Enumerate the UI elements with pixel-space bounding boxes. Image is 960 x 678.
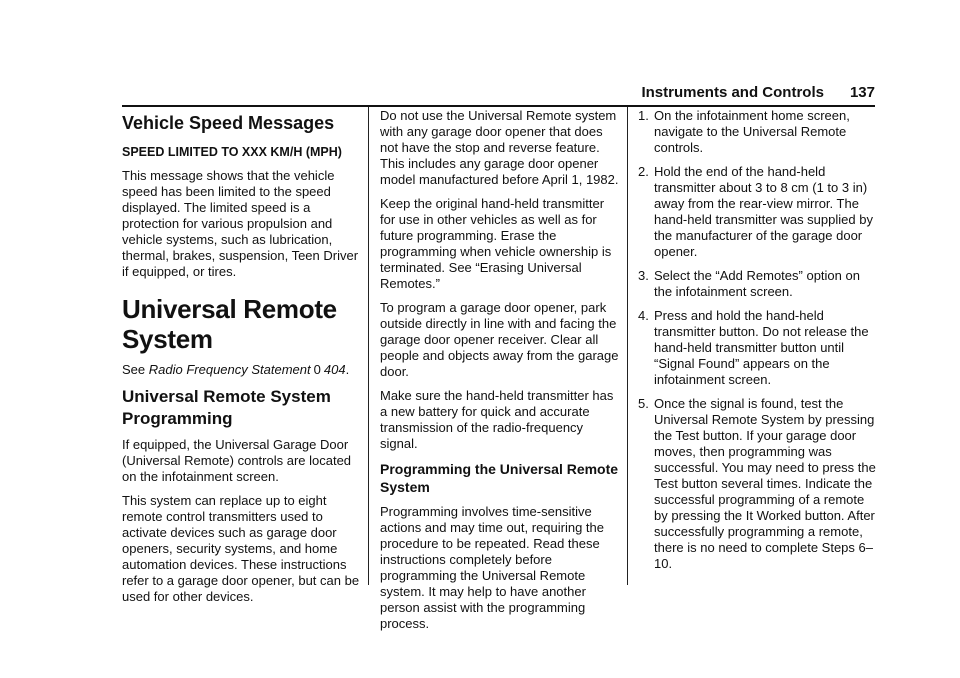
list-item <box>638 396 878 572</box>
paragraph-speed-limited: This message shows that the vehicle speed has been limited to the speed displayed. The limited speed is a protection for various propulsion and vehicle systems, such as lubrication, thermal, brakes, suspension, Teen Driver if equipped, or tires. <box>122 168 359 279</box>
heading-urs-programming-line1: Universal Remote System <box>122 387 331 406</box>
see-prefix: See <box>122 362 146 377</box>
step-text: Once the signal is found, test the Universal Remote System by pressing the Test button. If your garage door moves, then programming was successful. You may need to press the Test button several times. Indicate the successful programming of a remote by pressing the It Worked button. After successfully programming a remote, there is no need to complete Steps 6–10. <box>654 396 876 571</box>
list-item <box>638 108 878 156</box>
paragraph-to-program: To program a garage door opener, park outside directly in line with and facing the garage door opener receiver. Clear all people and objects away from the garage door. <box>380 300 619 379</box>
column-1 <box>122 108 362 613</box>
see-ref-page[interactable]: 404 <box>323 362 346 377</box>
step-text: On the infotainment home screen, navigate to the Universal Remote controls. <box>654 108 850 155</box>
paragraph-if-equipped: If equipped, the Universal Garage Door (Universal Remote) controls are located on the infotainment screen. <box>122 437 352 484</box>
header-rule <box>122 105 875 107</box>
step-number: 1. <box>638 108 649 123</box>
heading-programming-urs-line2: System <box>380 479 430 495</box>
steps-list <box>638 108 878 572</box>
step-number: 4. <box>638 308 649 323</box>
section-title: Instruments and Controls <box>641 84 824 101</box>
list-item <box>638 164 878 260</box>
paragraph-programming-involves: Programming involves time-sensitive actions and may time out, requiring the procedure to be repeated. Read these instructions completely before programming the Universal Remote system. It may help to have another person assist with the programming process. <box>380 504 605 631</box>
column-3 <box>638 108 878 580</box>
step-text: Hold the end of the hand-held transmitter about 3 to 8 cm (1 to 3 in) away from the rear-view mirror. The hand-held transmitter was supplied by the manufacturer of the garage door opener. <box>654 164 873 259</box>
paragraph-this-system: This system can replace up to eight remote control transmitters used to activate devices such as garage door openers, security systems, and home automation devices. These instructions refer to a garage door opener, but can be used for other devices. <box>122 493 360 604</box>
column-divider-2 <box>627 107 628 585</box>
page-ref-arrow-icon: 0 <box>313 362 321 377</box>
heading-programming-urs-line1: Programming the Universal Remote <box>380 461 619 477</box>
heading-urs-programming-line2: Programming <box>122 409 233 428</box>
heading-vehicle-speed-messages: Vehicle Speed Messages <box>122 113 335 133</box>
page-header <box>600 84 875 101</box>
column-divider-1 <box>368 107 369 585</box>
see-reference <box>122 362 362 378</box>
column-2 <box>380 108 620 640</box>
see-ref-link[interactable]: Radio Frequency Statement <box>148 362 311 377</box>
page-number: 137 <box>849 84 875 101</box>
paragraph-keep-original: Keep the original hand-held transmitter for use in other vehicles as well as for future programming. Erase the programming when vehicle ownership is terminated. See “Erasing Universal Remotes.” <box>380 196 612 291</box>
step-number: 5. <box>638 396 649 411</box>
heading-speed-limited: SPEED LIMITED TO XXX KM/H (MPH) <box>122 145 342 159</box>
heading-universal-remote-system: Universal Remote System <box>122 294 337 354</box>
heading-programming-urs <box>380 460 620 496</box>
step-text: Select the “Add Remotes” option on the infotainment screen. <box>654 268 860 299</box>
paragraph-do-not-use: Do not use the Universal Remote system with any garage door opener that does not have the stop and reverse feature. This includes any garage door opener model manufactured before April 1, 1982. <box>380 108 619 187</box>
heading-urs-programming <box>122 386 362 430</box>
see-suffix: . <box>345 362 350 377</box>
list-item <box>638 308 878 388</box>
step-number: 3. <box>638 268 649 283</box>
step-text: Press and hold the hand-held transmitter button. Do not release the hand-held transmitter button until “Signal Found” appears on the infotainment screen. <box>654 308 869 387</box>
step-number: 2. <box>638 164 649 179</box>
paragraph-make-sure: Make sure the hand-held transmitter has a new battery for quick and accurate transmission of the radio-frequency signal. <box>380 388 614 451</box>
list-item <box>638 268 878 300</box>
